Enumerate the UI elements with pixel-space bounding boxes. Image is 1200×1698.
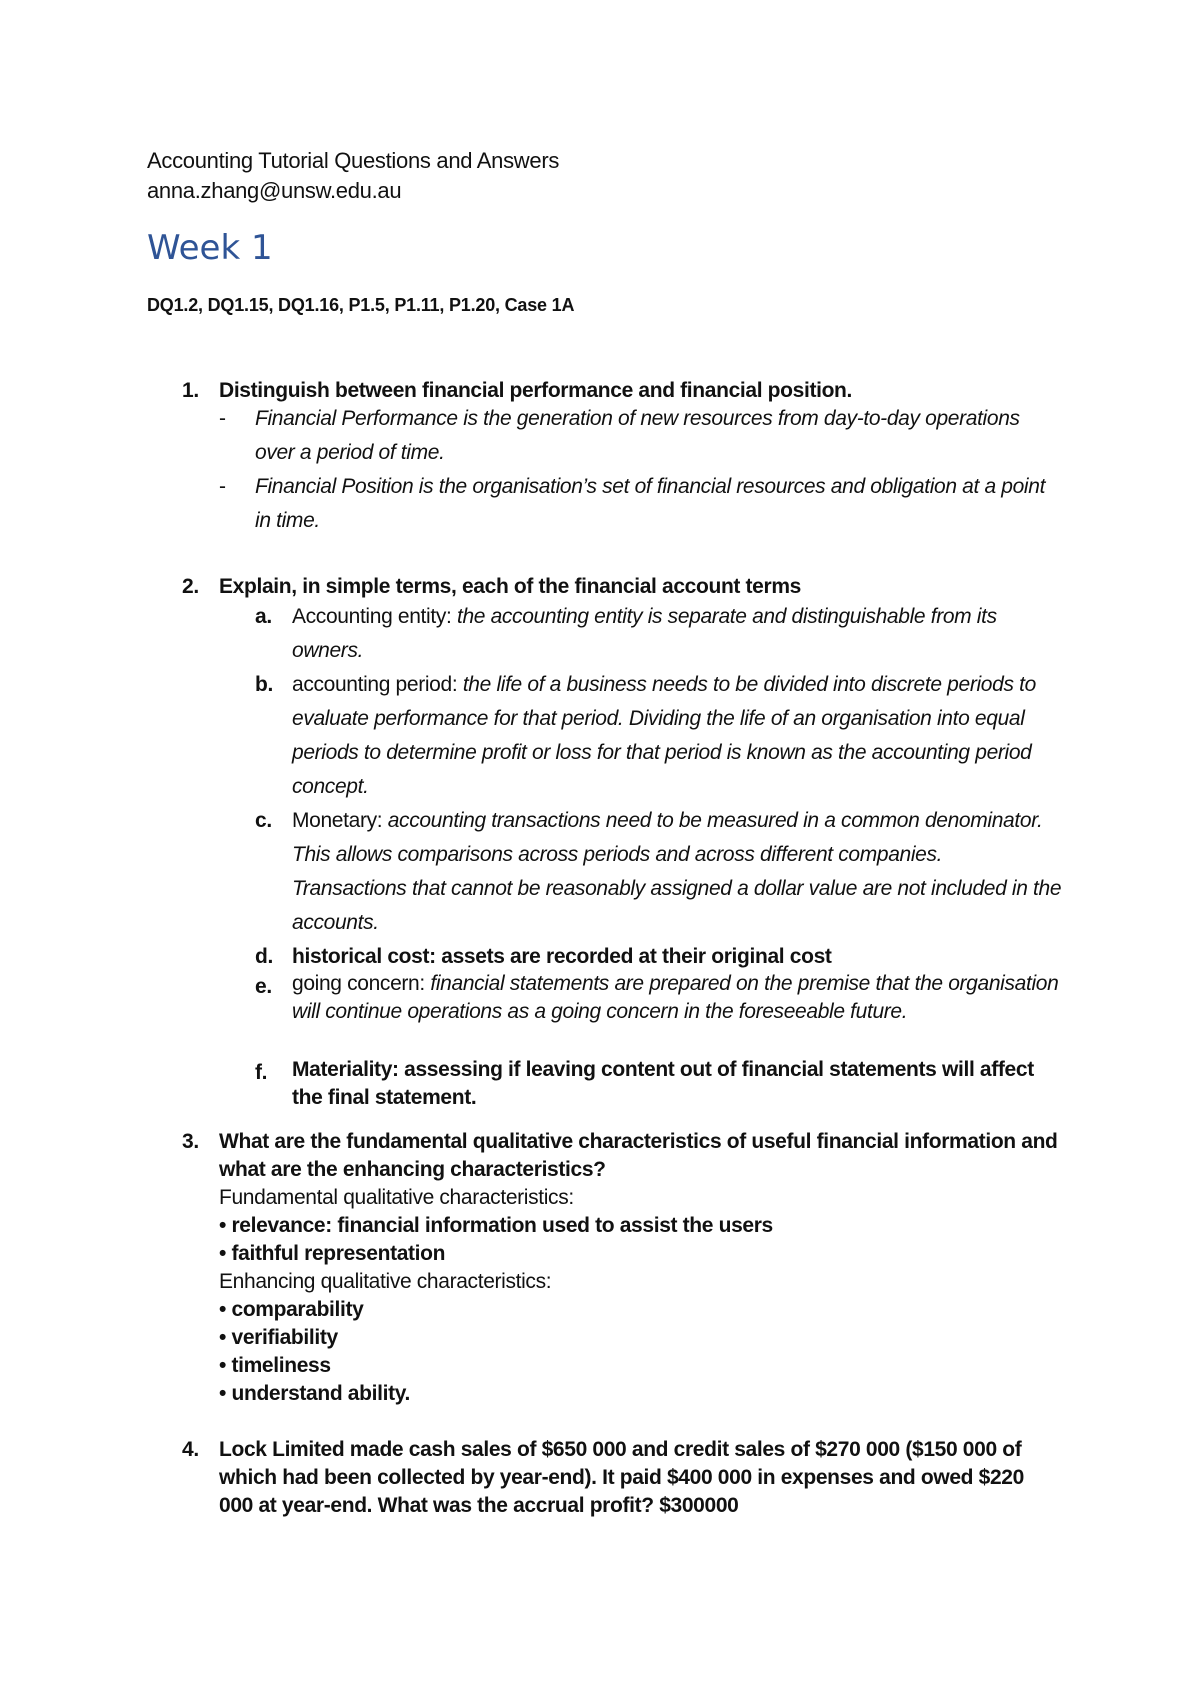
- item-letter: e.: [255, 975, 272, 998]
- list-item: • timeliness: [219, 1354, 331, 1377]
- term-label: going concern:: [292, 972, 425, 995]
- term-definition: [292, 804, 1062, 940]
- term-label: accounting period:: [292, 673, 458, 696]
- item-letter: d.: [255, 945, 273, 968]
- section-heading: Enhancing qualitative characteristics:: [219, 1270, 552, 1293]
- item-letter: a.: [255, 605, 272, 628]
- term-definition: [292, 600, 1062, 668]
- item-letter: c.: [255, 809, 272, 832]
- term-definition: historical cost: assets are recorded at their original cost: [292, 945, 832, 968]
- question-number: 3.: [182, 1130, 199, 1153]
- item-letter: b.: [255, 673, 273, 696]
- answer-point: Financial Performance is the generation of new resources from day-to-day operations over a period of time.: [255, 407, 1020, 464]
- question-number: 2.: [182, 575, 199, 598]
- term-definition: [292, 668, 1062, 804]
- term-label: Monetary:: [292, 809, 383, 832]
- section-heading: Fundamental qualitative characteristics:: [219, 1186, 574, 1209]
- week-heading: Week 1: [147, 228, 273, 268]
- question-number: 1.: [182, 379, 199, 402]
- question-text: Distinguish between financial performance and financial position.: [219, 379, 853, 402]
- author-email: anna.zhang@unsw.edu.au: [147, 178, 402, 203]
- list-item: • relevance: financial information used to assist the users: [219, 1214, 773, 1237]
- question-text: Explain, in simple terms, each of the financial account terms: [219, 575, 801, 598]
- term-definition-text: the life of a business needs to be divided into discrete periods to evaluate performance for that period. Dividing the life of an organisation into equal periods to determine profit or loss for that period is known as the accounting period concept.: [292, 673, 1036, 798]
- question-text: Lock Limited made cash sales of $650 000 and credit sales of $270 000 ($150 000 of which had been collected by year-end). It paid $400 000 in expenses and owed $220 000 at year-end. What was the accrual profit? $300000: [219, 1438, 1024, 1517]
- dash-marker: -: [219, 407, 226, 430]
- term-label: Accounting entity:: [292, 605, 452, 628]
- document-title: Accounting Tutorial Questions and Answers: [147, 148, 560, 173]
- term-definition-text: the accounting entity is separate and distinguishable from its owners.: [292, 605, 997, 662]
- list-item: • faithful representation: [219, 1242, 446, 1265]
- list-item: • comparability: [219, 1298, 364, 1321]
- answer-point: Financial Position is the organisation’s set of financial resources and obligation at a point in time.: [255, 475, 1046, 532]
- question-number: 4.: [182, 1438, 199, 1461]
- dash-marker: -: [219, 475, 226, 498]
- question-text: What are the fundamental qualitative characteristics of useful financial information and what are the enhancing characteristics?: [219, 1130, 1058, 1181]
- term-definition: [292, 970, 1062, 1026]
- list-item: • verifiability: [219, 1326, 338, 1349]
- question-references: DQ1.2, DQ1.15, DQ1.16, P1.5, P1.11, P1.20, Case 1A: [147, 295, 575, 315]
- term-definition-text: financial statements are prepared on the premise that the organisation will continue operations as a going concern in the foreseeable future.: [292, 972, 1059, 1023]
- item-letter: f.: [255, 1061, 268, 1084]
- term-definition-text: accounting transactions need to be measured in a common denominator. This allows comparisons across periods and across different companies. Transactions that cannot be reasonably assigned a dollar value are not included in the accounts.: [292, 809, 1062, 934]
- list-item: • understand ability.: [219, 1382, 410, 1405]
- term-definition: Materiality: assessing if leaving content out of financial statements will affect the final statement.: [292, 1058, 1034, 1109]
